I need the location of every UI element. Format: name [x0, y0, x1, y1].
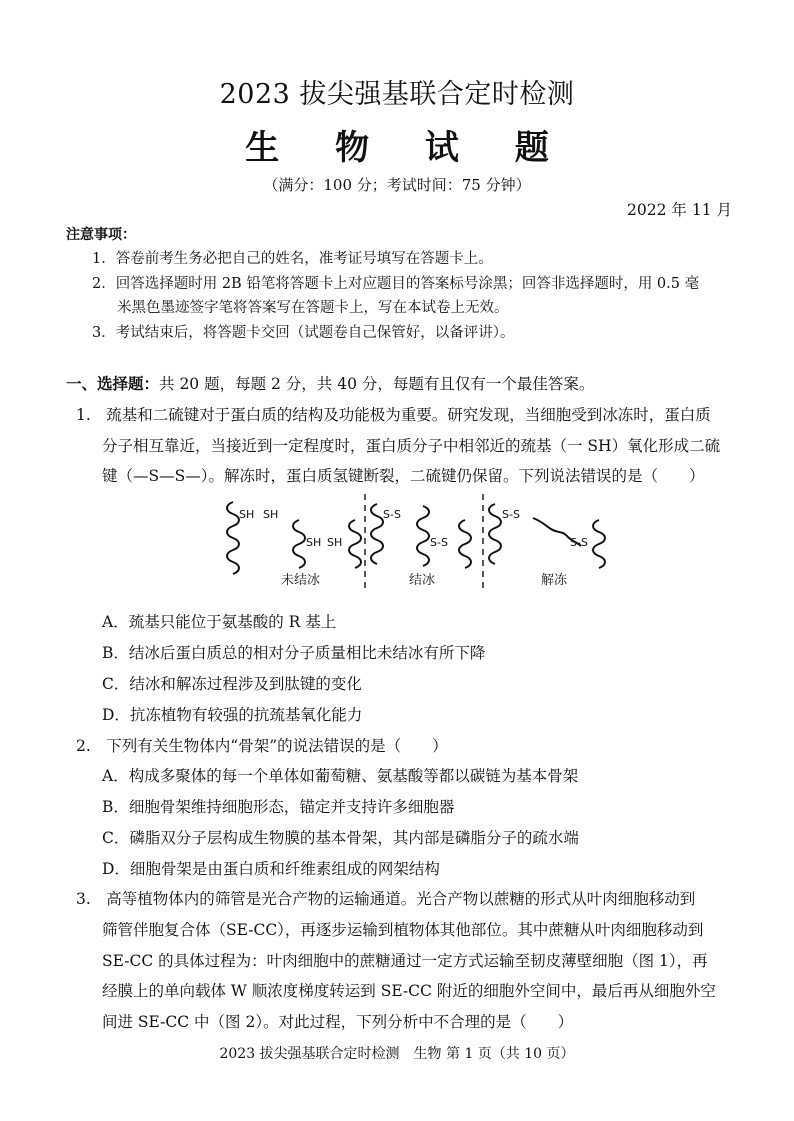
protein-chain-2 — [293, 520, 305, 568]
caption-frozen: 结冰 — [409, 573, 436, 588]
q1-option-d: D．抗冻植物有较强的抗巯基氧化能力 — [102, 706, 363, 724]
label-sh-2: SH — [263, 508, 279, 521]
caption-thaw: 解冻 — [541, 573, 568, 588]
q2-stem: 2. 下列有关生物体内“骨架”的说法错误的是（ ） — [76, 737, 448, 755]
protein-chain-7 — [489, 504, 501, 564]
notice-item-1: 1．答卷前考生务必把自己的姓名，准考证号填写在答题卡上。 — [92, 251, 493, 267]
subject-title: 生 物 试 题 — [245, 128, 571, 168]
label-ss-4: S-S — [570, 536, 588, 549]
protein-chain-5 — [417, 506, 429, 566]
q1-option-a: A．巯基只能位于氨基酸的 R 基上 — [102, 613, 337, 631]
caption-unfrozen: 未结冰 — [281, 573, 321, 588]
q1-stem-line1: 1. 巯基和二硫键对于蛋白质的结构及功能极为重要。研究发现，当细胞受到冰冻时，蛋白质 — [76, 406, 711, 424]
label-sh-4: SH — [327, 536, 343, 549]
protein-chain-3 — [349, 520, 361, 568]
q2-option-b: B．细胞骨架维持细胞形态，锚定并支持许多细胞器 — [102, 798, 455, 816]
q3-stem-line3: SE-CC 的具体过程为：叶肉细胞中的蔗糖通过一定方式运输至韧皮薄壁细胞（图 1），再 — [102, 952, 708, 970]
q1-option-c: C．结冰和解冻过程涉及到肽键的变化 — [102, 675, 362, 693]
q2-option-a: A．构成多聚体的每一个单体如葡萄糖、氨基酸等都以碳链为基本骨架 — [102, 767, 579, 785]
notice-item-3: 3．考试结束后，将答题卡交回（试题卷自己保管好，以备评讲）。 — [92, 325, 515, 341]
label-ss-2: S-S — [430, 536, 448, 549]
q3-stem-line2: 筛管伴胞复合体（SE-CC），再逐步运输到植物体其他部位。其中蔗糖从叶肉细胞移动到 — [102, 921, 704, 939]
exam-title: 2023 拔尖强基联合定时检测 — [219, 79, 575, 110]
exam-subtitle: （满分：100 分；考试时间：75 分钟） — [263, 176, 531, 194]
page-footer: 2023 拔尖强基联合定时检测 生物 第 1 页（共 10 页） — [219, 1046, 575, 1062]
q3-stem-line5: 间进 SE-CC 中（图 2）。对此过程，下列分析中不合理的是（ ） — [102, 1013, 574, 1031]
label-ss-1: S-S — [383, 508, 401, 521]
notice-item-2: 2．回答选择题时用 2B 铅笔将答题卡上对应题目的答案标号涂黑；回答非选择题时，用 0.5 毫 — [92, 276, 700, 292]
protein-chain-9 — [593, 520, 605, 568]
section-text: 共 20 题，每题 2 分，共 40 分，每题有且仅有一个最佳答案。 — [159, 375, 595, 393]
label-sh-1: SH — [239, 508, 255, 521]
protein-freezing-figure — [215, 492, 615, 592]
q1-stem-line3: 键（—S—S—）。解冻时，蛋白质氢键断裂，二硫键仍保留。下列说法错误的是（ ） — [102, 467, 705, 485]
q1-option-b: B．结冰后蛋白质总的相对分子质量相比未结冰有所下降 — [102, 644, 486, 662]
protein-chain-6 — [459, 520, 471, 568]
q3-stem-line4: 经膜上的单向载体 W 顺浓度梯度转运到 SE-CC 附近的细胞外空间中，最后再从细胞外空 — [102, 982, 716, 1000]
section-label: 一、选择题： — [66, 374, 160, 393]
label-ss-3: S-S — [502, 508, 520, 521]
exam-date: 2022 年 11 月 — [627, 201, 732, 219]
notice-heading: 注意事项： — [66, 227, 136, 243]
notice-item-2-cont: 米黑色墨迹签字笔将答案写在答题卡上，写在本试卷上无效。 — [117, 300, 509, 316]
q3-stem-line1: 3. 高等植物体内的筛管是光合产物的运输通道。光合产物以蔗糖的形式从叶肉细胞移动到 — [76, 890, 696, 908]
q2-option-d: D．细胞骨架是由蛋白质和纤维素组成的网架结构 — [102, 860, 440, 878]
label-sh-3: SH — [306, 536, 322, 549]
protein-chain-4 — [371, 504, 383, 564]
q2-option-c: C．磷脂双分子层构成生物膜的基本骨架，其内部是磷脂分子的疏水端 — [102, 829, 579, 847]
section-heading — [66, 372, 594, 394]
protein-chain-1 — [227, 502, 239, 574]
q1-stem-line2: 分子相互靠近，当接近到一定程度时，蛋白质分子中相邻近的巯基（一 SH）氧化形成二硫 — [102, 437, 721, 455]
